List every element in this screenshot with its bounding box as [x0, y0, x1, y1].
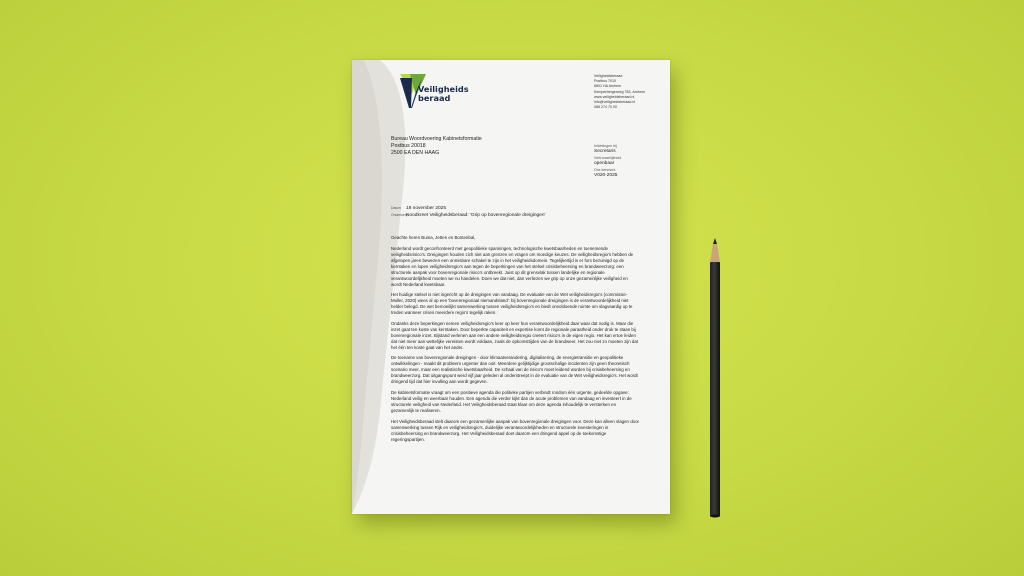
subject-label: Onderwerp [391, 213, 408, 218]
date-value: 18 november 2025 [406, 206, 447, 211]
logo-line-2: beraad [418, 93, 451, 103]
meta-value: Secretaris [594, 148, 616, 154]
meta-value: openbaar [594, 160, 615, 166]
sender-line: www.veiligheidsberaad.nl [594, 94, 635, 99]
logo-line-1: Veiligheids [418, 84, 469, 94]
subject-value: Noodkreet Veiligheidsberaad: 'Grip op bovenregionale dreigingen' [406, 213, 546, 219]
letter-meta [594, 144, 621, 180]
sender-line: Kemperbergerweg 783, Arnhem [594, 89, 645, 94]
sender-line: info@veiligheidsberaad.nl [594, 100, 636, 105]
sender-line: 088 274 70 00 [594, 105, 617, 110]
meta-label: Vertrouwelijkheid [594, 156, 622, 161]
sender-line: Postbus 7010 [594, 79, 616, 84]
letter-body [391, 235, 639, 447]
body-paragraph: Nederland wordt geconfronteerd met geopolitieke spanningen, technologische kwetsbaarheden en toenemende veiligheidsrisico's. Dreigingen houden zich niet aan grenzen en vragen om moedige keuzes. De veiligheidsregio's hebben de afgelopen jaren bewezen een onmisbare schakel te zijn in het veiligheidsdomein. Tegelijkertijd is er fors bezuinigd op de kerntaken en lopen veiligheidsregio's aan tegen de beperkingen van het stelsel crisisbeheersing en brandweerzorg: een structurele aanpak voor bovenregionale risico's ontbreekt. Juist op dit grensvlak tussen landelijke en regionale verantwoordelijkheid moeten we nu handelen. Doen we dat niet, dan verliezen we grip op onze gezamenlijke veiligheid en wordt Nederland kwetsbaar. [391, 245, 634, 287]
body-paragraph: De toename van bovenregionale dreigingen - door klimaatverandering, digitalisering, de energietransitie en geopolitieke ontwikkelingen - maakt dit probleem urgenter dan ooit. Meerdere gelijktijdige grootschalige incidenten zijn geen theoretisch scenario meer, maar een realistische kwetsbaarheid. De schaal van de risico's moet leidend worden bij crisisbeheersing en brandweerzorg. Dat uitgangspunt werd vijf jaar geleden al onderstreept in de evaluatie van de Wet veiligheidsregio's. Het wordt dringend tijd dat hier invulling aan wordt gegeven. [391, 355, 638, 385]
meta-label: Inlichtingen bij [594, 144, 617, 148]
recipient-line: Postbus 20018 [391, 143, 426, 149]
body-paragraph: Het Veiligheidsberaad stelt daarom een gezamenlijke aanpak van bovenregionale dreigingen voor. Deze kan alleen slagen door samenwerking tussen Rijk en veiligheidsregio's, duidelijke verantwoordelijkheden en structurele investeringen in crisisbeheersing en brandweerzorg. Het Veiligheidsberaad doet daarom een dringend appel op de toekomstige regeringspartijen. [391, 418, 639, 442]
recipient-line: Bureau Woordvoering Kabinetsformatie [391, 136, 482, 142]
body-paragraph: Ondanks deze beperkingen nemen veiligheidsregio's keer op keer hun verantwoordelijkheid daar waar dat nodig is. Maar die inzet gaat ten koste van kerntaken. Door beperkte capaciteit en expertise komt de regionale paraatheid onder druk te staan bij bovenregionale inzet. Bijstand verlenen aan een andere veiligheidsregio creëert risico's in de eigen regio. Het kan ertoe leiden dat niet meer aan wettelijke vereisten wordt voldaan, zoals de opkomsttijden van de brandweer. Het zou niet zo moeten zijn dat het één ten koste gaat van het ander. [391, 320, 638, 350]
logo-wordmark [418, 85, 469, 103]
meta-label: Ons kenmerk [594, 168, 616, 173]
sender-address [594, 74, 645, 110]
letter-paper [352, 60, 670, 514]
date-label: Datum [391, 206, 401, 210]
body-paragraph: De kabinetsformatie vraagt om een positieve agenda die politieke partijen verbindt rondom één urgente, gedeelde opgave: Nederland veilig en weerbaar houden. Een agenda die verder kijkt dan de acute problemen van vandaag en investeert in de structurele veiligheid van Nederland. Het Veiligheidsberaad staat klaar om deze agenda inhoudelijk te versterken en gezamenlijk te realiseren. [391, 389, 632, 413]
recipient-line: 2500 EA DEN HAAG [391, 150, 440, 156]
salutation: Geachte heren Buma, Jetten en Bontenbal, [391, 235, 476, 240]
recipient-address [391, 136, 482, 157]
body-paragraph: Het huidige stelsel is niet ingericht op de dreigingen van vandaag. De evaluatie van de Wet veiligheidsregio's (commissie-Muller, 2020) wees al op een 'bovenregionaal niemandsland': bij bovenregionale dreigingen is de verantwoordelijkheid niet helder belegd. De wet bemoeilijkt samenwerking tussen veiligheidsregio's en biedt onvoldoende ruimte om slagvaardig op te treden wanneer crises meerdere regio's tegelijk raken. [391, 292, 633, 316]
meta-value: V020-2025 [594, 172, 618, 178]
sender-line: 6801 HA Arnhem [594, 84, 622, 89]
date-subject-block [391, 205, 545, 219]
sender-line: Veiligheidsberaad [594, 74, 623, 78]
pencil-icon [708, 238, 722, 518]
